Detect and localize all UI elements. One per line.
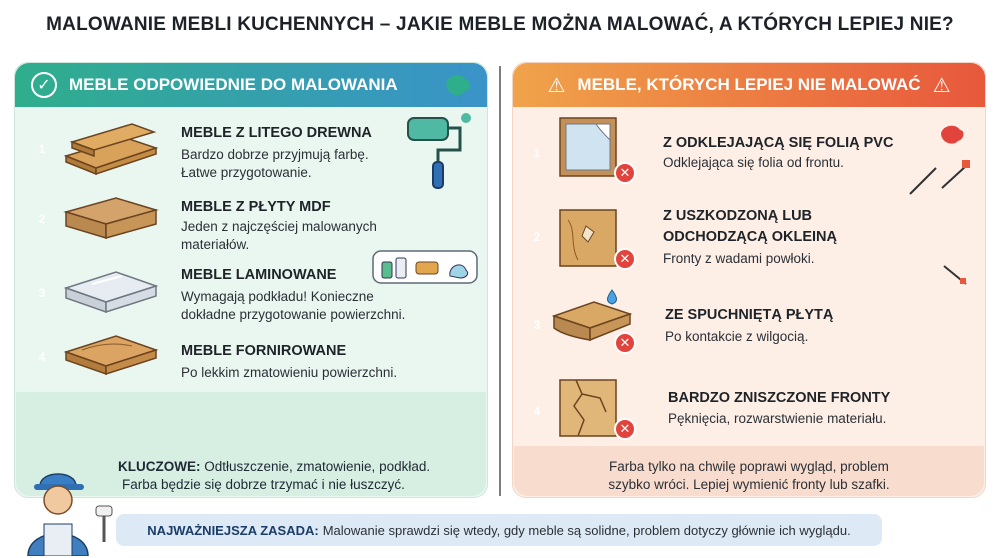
warning-note-line2: szybko wróci. Lepiej wymienić fronty lub szafki. bbox=[608, 477, 890, 492]
suitable-panel-header bbox=[15, 63, 487, 107]
warning-icon: ⚠ bbox=[932, 74, 951, 97]
cross-icon: ✕ bbox=[614, 248, 636, 270]
laminated-board-icon bbox=[62, 266, 160, 320]
item-desc: Odklejająca się folia od frontu. bbox=[663, 155, 844, 170]
suitable-header-text: MEBLE ODPOWIEDNIE DO MALOWANIA bbox=[69, 75, 398, 94]
item-title: ODCHODZĄCĄ OKLEINĄ bbox=[663, 229, 837, 245]
item-title: MEBLE LAMINOWANE bbox=[181, 267, 337, 283]
check-icon: ✓ bbox=[31, 72, 57, 98]
cross-icon: ✕ bbox=[614, 162, 636, 184]
peeling-pvc-front-icon bbox=[556, 114, 620, 180]
item-title: BARDZO ZNISZCZONE FRONTY bbox=[668, 390, 891, 406]
item-desc: materiałów. bbox=[181, 237, 250, 252]
item-desc: Wymagają podkładu! Konieczne bbox=[181, 289, 374, 304]
item-desc: Fronty z wadami powłoki. bbox=[663, 251, 815, 266]
item-desc: Jeden z najczęściej malowanych bbox=[181, 219, 377, 234]
solid-wood-planks-icon bbox=[62, 116, 160, 176]
painter-worker-icon bbox=[18, 462, 116, 556]
item-desc: Pęknięcia, rozwarstwienie materiału. bbox=[668, 411, 887, 426]
key-tips-line1: Odtłuszczenie, zmatowienie, podkład. bbox=[200, 459, 431, 474]
item-number: 3 bbox=[38, 286, 46, 300]
paintbrush-icon bbox=[906, 158, 976, 198]
divider bbox=[499, 66, 501, 496]
unsuitable-panel-header bbox=[513, 63, 985, 107]
item-number: 4 bbox=[38, 350, 46, 364]
item-title: MEBLE Z PŁYTY MDF bbox=[181, 199, 331, 215]
cross-icon: ✕ bbox=[614, 332, 636, 354]
main-rule-box bbox=[116, 514, 882, 546]
paintbrush-icon bbox=[940, 262, 970, 286]
item-desc: dokładne przygotowanie powierzchni. bbox=[181, 307, 406, 322]
broken-front-icon bbox=[556, 376, 620, 440]
item-title: Z USZKODZONĄ LUB bbox=[663, 208, 813, 224]
cross-icon: ✕ bbox=[614, 418, 636, 440]
main-rule-label: NAJWAŻNIEJSZA ZASADA: bbox=[147, 522, 319, 538]
warning-note-line1: Farba tylko na chwilę poprawi wygląd, problem bbox=[609, 459, 889, 474]
item-number: 1 bbox=[38, 142, 46, 156]
unsuitable-header-text: MEBLE, KTÓRYCH LEPIEJ NIE MALOWAĆ bbox=[577, 75, 921, 94]
paint-splash-icon bbox=[440, 70, 474, 98]
item-desc: Łatwe przygotowanie. bbox=[181, 165, 312, 180]
key-tips-text bbox=[118, 458, 430, 476]
key-tips-line2: Farba będzie się dobrze trzymać i nie łuszczyć. bbox=[122, 477, 405, 492]
key-tips-label: KLUCZOWE: bbox=[118, 459, 201, 474]
warning-icon: ⚠ bbox=[547, 74, 566, 97]
item-desc: Bardzo dobrze przyjmują farbę. bbox=[181, 147, 369, 162]
item-title: MEBLE FORNIROWANE bbox=[181, 343, 347, 359]
item-number: 3 bbox=[533, 318, 541, 332]
mdf-board-icon bbox=[62, 194, 160, 244]
damaged-veneer-front-icon bbox=[556, 206, 620, 270]
item-title: Z ODKLEJAJĄCĄ SIĘ FOLIĄ PVC bbox=[663, 135, 894, 151]
paint-roller-icon bbox=[404, 110, 480, 192]
page-title: MALOWANIE MEBLI KUCHENNYCH – JAKIE MEBLE MOŻNA MALOWAĆ, A KTÓRYCH LEPIEJ NIE? bbox=[46, 14, 954, 35]
paint-splash-icon bbox=[936, 122, 966, 146]
item-title: MEBLE Z LITEGO DREWNA bbox=[181, 125, 372, 141]
item-number: 4 bbox=[533, 404, 541, 418]
item-number: 2 bbox=[38, 212, 46, 226]
veneer-board-icon bbox=[62, 332, 160, 380]
cleaning-supplies-icon bbox=[372, 250, 480, 290]
item-number: 2 bbox=[533, 230, 541, 244]
item-desc: Po lekkim zmatowieniu powierzchni. bbox=[181, 365, 398, 380]
item-desc: Po kontakcie z wilgocią. bbox=[665, 329, 809, 344]
item-title: ZE SPUCHNIĘTĄ PŁYTĄ bbox=[665, 307, 834, 323]
main-rule-text: Malowanie sprawdzi się wtedy, gdy meble są solidne, problem dotyczy głównie ich wyglądu. bbox=[322, 522, 851, 538]
item-number: 1 bbox=[533, 146, 541, 160]
